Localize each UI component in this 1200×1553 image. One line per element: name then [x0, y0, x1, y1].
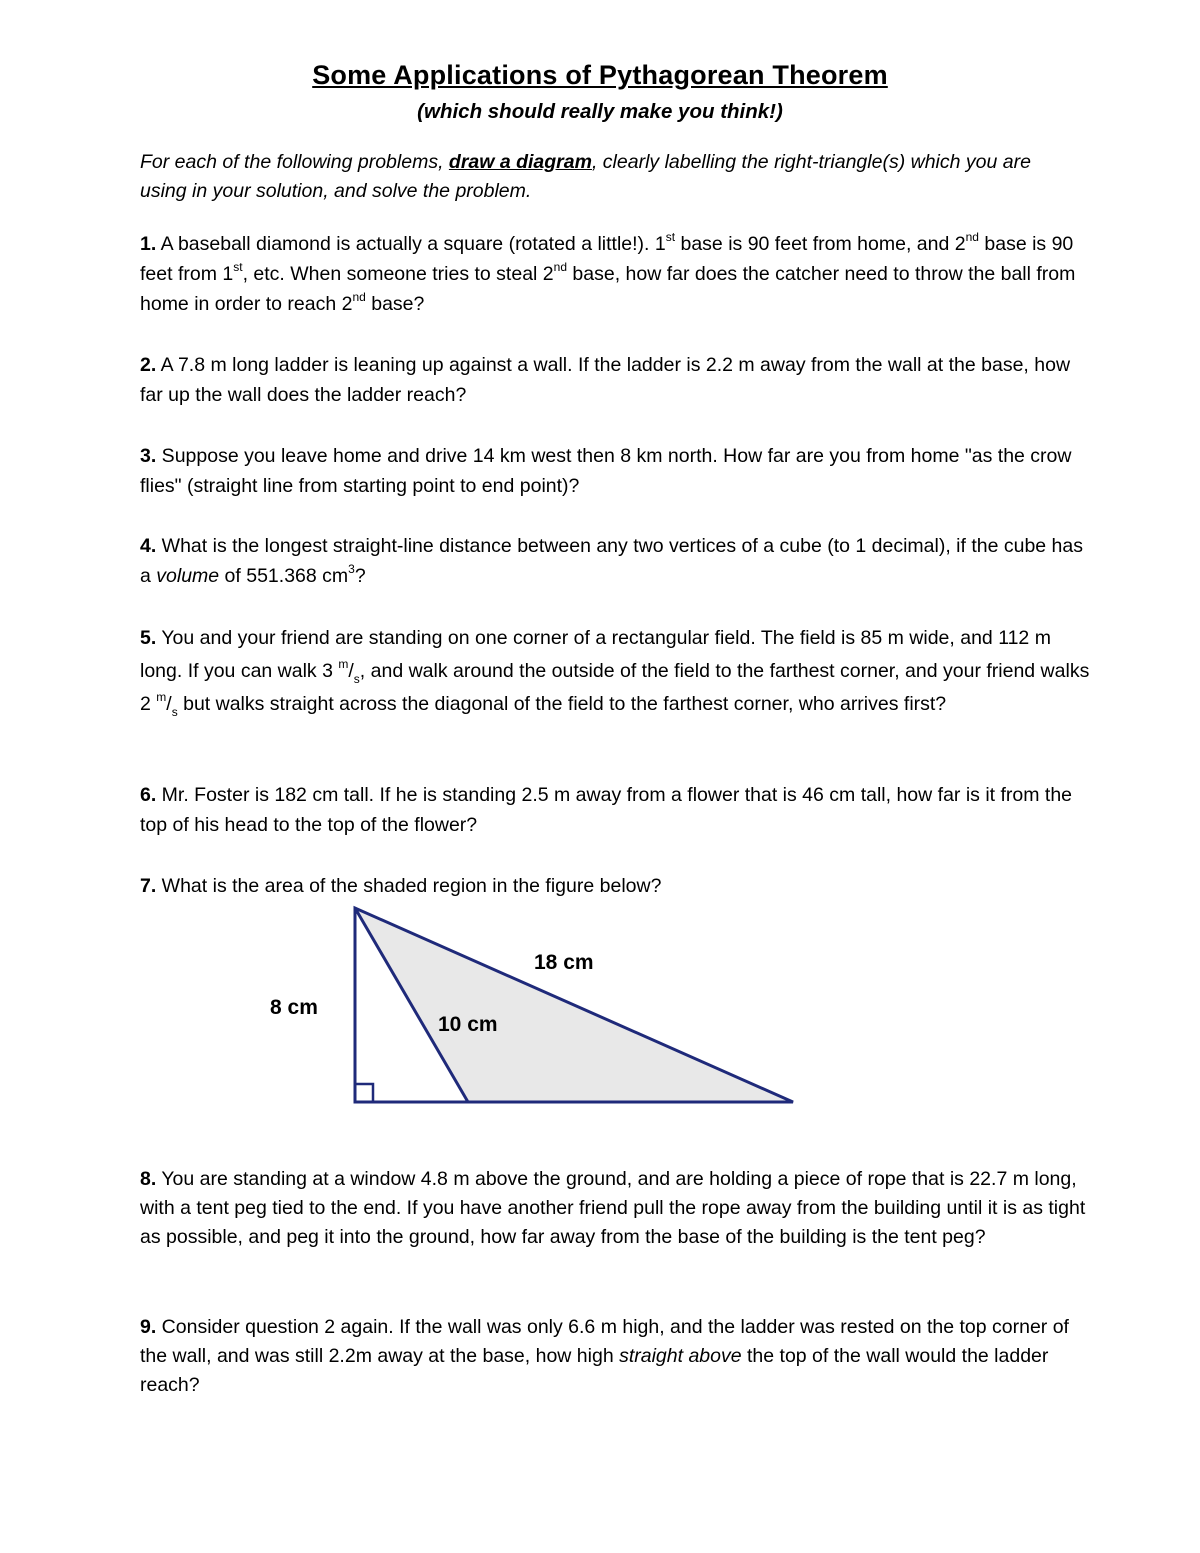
question-text: A 7.8 m long ladder is leaning up against a wall. If the ladder is 2.2 m away from the wall at the base, how far up the wall does the ladder reach?: [140, 354, 1071, 406]
question-4: [140, 531, 1090, 591]
ordinal-suffix: st: [233, 259, 243, 274]
question-number: 4.: [140, 535, 157, 557]
question-number: 2.: [140, 354, 157, 376]
unit-numerator: m: [338, 656, 349, 671]
question-text: , and walk around the outside of the field to the farthest corner, and your friend walks 2: [140, 660, 1090, 715]
question-7: [140, 871, 1090, 901]
page-title: Some Applications of Pythagorean Theorem: [312, 60, 888, 90]
height-label: 8 cm: [270, 996, 318, 1019]
instructions-text: For each of the following problems,: [140, 151, 449, 173]
instructions: [140, 148, 1080, 206]
question-text: base is 90 feet from 1: [140, 233, 1074, 285]
instructions-text-end: , clearly labelling the right-triangle(s) which you are using in your solution, and solve the problem.: [140, 151, 1031, 202]
ordinal-suffix: st: [665, 229, 676, 244]
question-emphasis: straight above: [619, 1345, 742, 1367]
question-text: What is the longest straight-line distance between any two vertices of a cube (to 1 decimal), if the cube has a: [140, 535, 1084, 587]
unit-denominator: s: [353, 671, 360, 686]
page-subtitle: (which should really make you think!): [417, 100, 783, 123]
question-number: 1.: [140, 233, 157, 255]
question-number: 9.: [140, 1316, 157, 1338]
question-text: Suppose you leave home and drive 14 km west then 8 km north. How far are you from home "as the crow flies" (straight line from starting point to end point)?: [140, 445, 1072, 497]
question-3: [140, 441, 1090, 501]
ordinal-suffix: nd: [553, 259, 567, 274]
question-text: of 551.368 cm: [219, 565, 349, 587]
question-text: You and your friend are standing on one corner of a rectangular field. The field is 85 m wide, and 112 m long. If you can walk 3: [140, 627, 1051, 682]
unit-denominator: s: [171, 704, 178, 719]
question-number: 6.: [140, 784, 157, 806]
ordinal-suffix: nd: [965, 229, 979, 244]
unit-separator: /: [166, 693, 172, 715]
question-8: [140, 1165, 1090, 1252]
question-number: 3.: [140, 445, 157, 467]
triangle-figure: [250, 898, 810, 1113]
question-6: [140, 780, 1090, 840]
question-text: but walks straight across the diagonal of the field to the farthest corner, who arrives first?: [177, 693, 947, 715]
question-text: Consider question 2 again. If the wall was only 6.6 m high, and the ladder was rested on the top corner of the wall, and was still 2.2m away at the base, how high: [140, 1316, 1069, 1367]
question-9: [140, 1313, 1090, 1400]
unit-speed: [156, 689, 178, 719]
instructions-emphasis: draw a diagram: [448, 151, 592, 173]
question-number: 7.: [140, 875, 157, 897]
inner-segment-label: 10 cm: [438, 1013, 498, 1036]
question-text: A baseball diamond is actually a square (rotated a little!). 1: [156, 233, 666, 255]
question-text: , etc. When someone tries to steal 2: [242, 263, 554, 285]
unit-separator: /: [348, 660, 354, 682]
question-1: [140, 229, 1090, 319]
unit-speed: [338, 656, 360, 686]
question-text: You are standing at a window 4.8 m above the ground, and are holding a piece of rope that is 22.7 m long, with a tent peg tied to the end. If you have another friend pull the rope away from the building until it is as tight as possible, and peg it into the ground, how far away from the base of the building is the tent peg?: [140, 1168, 1086, 1248]
question-5: [140, 622, 1090, 721]
question-text: the top of the wall would the ladder reach?: [140, 1345, 1049, 1396]
question-text: base?: [365, 293, 425, 315]
hypotenuse-label: 18 cm: [534, 951, 594, 974]
question-text: base, how far does the catcher need to throw the ball from home in order to reach 2: [140, 263, 1076, 315]
question-text: base is 90 feet from home, and 2: [675, 233, 966, 255]
exponent: 3: [348, 561, 355, 576]
question-number: 8.: [140, 1168, 157, 1190]
question-number: 5.: [140, 627, 157, 649]
ordinal-suffix: nd: [352, 289, 366, 304]
right-angle-marker: [355, 1084, 373, 1102]
question-text: ?: [354, 565, 366, 587]
question-text: What is the area of the shaded region in the figure below?: [156, 875, 662, 897]
question-text: Mr. Foster is 182 cm tall. If he is standing 2.5 m away from a flower that is 46 cm tall, how far is it from the top of his head to the top of the flower?: [140, 784, 1073, 836]
question-2: [140, 350, 1090, 410]
unit-numerator: m: [156, 689, 167, 704]
question-emphasis: volume: [156, 565, 220, 587]
